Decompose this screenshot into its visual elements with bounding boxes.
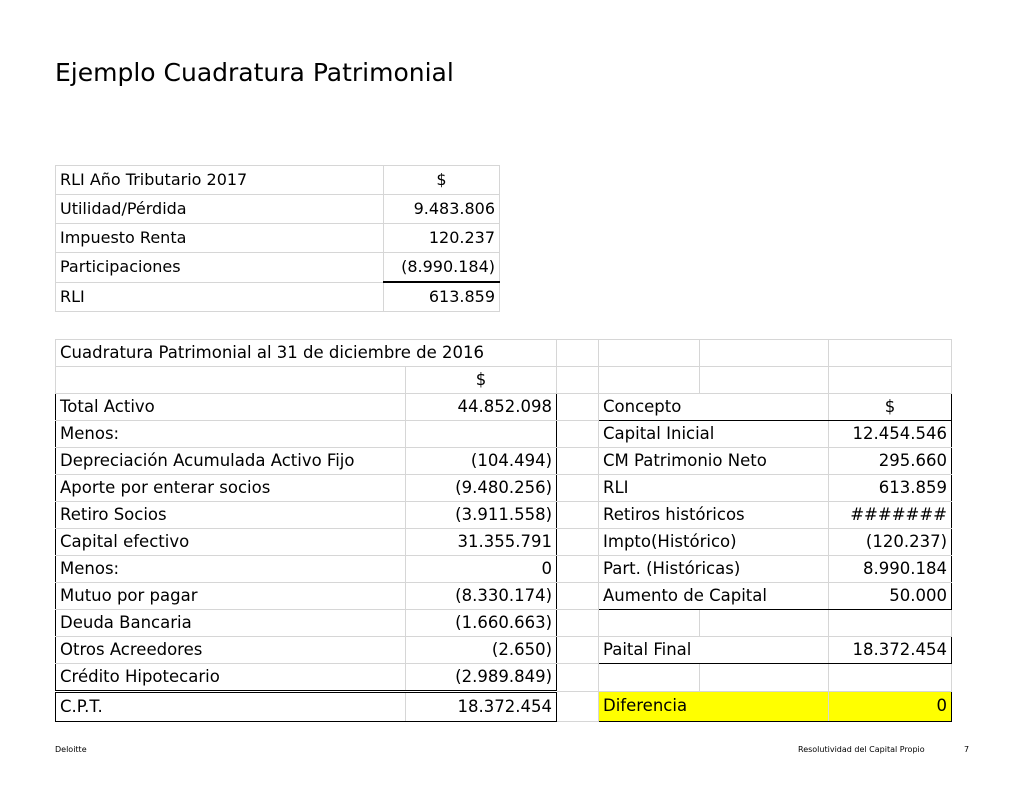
left-label: Menos:	[56, 421, 406, 448]
empty-cell	[700, 367, 829, 394]
rli-row-value: 613.859	[384, 282, 500, 312]
empty-cell	[557, 340, 599, 367]
spacer-cell	[557, 502, 599, 529]
left-label: Crédito Hipotecario	[56, 664, 406, 692]
cuadratura-row	[56, 664, 952, 692]
page-title: Ejemplo Cuadratura Patrimonial	[55, 58, 454, 87]
rli-row	[56, 224, 500, 253]
right-value	[829, 664, 952, 692]
left-label: Mutuo por pagar	[56, 583, 406, 610]
empty-cell	[599, 340, 700, 367]
cuadratura-currency: $	[406, 367, 557, 394]
left-label: Otros Acreedores	[56, 637, 406, 664]
cuadratura-row	[56, 610, 952, 637]
cuadratura-row	[56, 502, 952, 529]
right-value: 50.000	[829, 583, 952, 610]
spacer-cell	[557, 664, 599, 692]
right-label: Impto(Histórico)	[599, 529, 829, 556]
rli-row	[56, 253, 500, 283]
empty-cell	[829, 367, 952, 394]
total-value: 18.372.454	[406, 692, 557, 722]
left-label: Menos:	[56, 556, 406, 583]
empty-cell	[557, 367, 599, 394]
left-label: Total Activo	[56, 394, 406, 421]
empty-cell	[56, 367, 406, 394]
cuadratura-row	[56, 421, 952, 448]
cuadratura-row	[56, 475, 952, 502]
cuadratura-row	[56, 394, 952, 421]
right-value: #######	[829, 502, 952, 529]
diferencia-label: Diferencia	[599, 692, 829, 722]
left-value: (2.989.849)	[406, 664, 557, 692]
right-label: Aumento de Capital	[599, 583, 829, 610]
right-label: Retiros históricos	[599, 502, 829, 529]
right-value: $	[829, 394, 952, 421]
total-label: C.P.T.	[56, 692, 406, 722]
rli-row-value: 120.237	[384, 224, 500, 253]
footer-company: Deloitte	[55, 745, 87, 754]
spacer-cell	[557, 421, 599, 448]
rli-row-label: Impuesto Renta	[56, 224, 384, 253]
left-value: (3.911.558)	[406, 502, 557, 529]
rli-row	[56, 282, 500, 312]
cuadratura-currency-row	[56, 367, 952, 394]
left-value: (8.330.174)	[406, 583, 557, 610]
right-label: Concepto	[599, 394, 829, 421]
left-label: Aporte por enterar socios	[56, 475, 406, 502]
cuadratura-row	[56, 529, 952, 556]
left-label: Deuda Bancaria	[56, 610, 406, 637]
right-value: 12.454.546	[829, 421, 952, 448]
cuadratura-total-row	[56, 692, 952, 722]
right-value: (120.237)	[829, 529, 952, 556]
rli-row-value: 9.483.806	[384, 195, 500, 224]
left-label: Depreciación Acumulada Activo Fijo	[56, 448, 406, 475]
footer-subject: Resolutividad del Capital Propio	[798, 745, 925, 754]
left-value: (2.650)	[406, 637, 557, 664]
spacer-cell	[557, 637, 599, 664]
left-value: (104.494)	[406, 448, 557, 475]
rli-header-row	[56, 166, 500, 195]
spacer-cell	[557, 448, 599, 475]
spacer-cell	[557, 583, 599, 610]
diferencia-value: 0	[829, 692, 952, 722]
rli-table	[55, 165, 500, 312]
spacer-cell	[557, 692, 599, 722]
left-value: 44.852.098	[406, 394, 557, 421]
right-label: RLI	[599, 475, 829, 502]
empty-cell	[599, 610, 700, 637]
rli-header-label: RLI Año Tributario 2017	[56, 166, 384, 195]
rli-row-label: Utilidad/Pérdida	[56, 195, 384, 224]
footer-page-number: 7	[964, 745, 970, 754]
right-label: Part. (Históricas)	[599, 556, 829, 583]
empty-cell	[599, 664, 700, 692]
empty-cell	[700, 610, 829, 637]
rli-header-currency: $	[384, 166, 500, 195]
cuadratura-row	[56, 637, 952, 664]
spacer-cell	[557, 394, 599, 421]
cuadratura-title: Cuadratura Patrimonial al 31 de diciembre de 2016	[56, 340, 557, 367]
left-value: (9.480.256)	[406, 475, 557, 502]
left-value: (1.660.663)	[406, 610, 557, 637]
cuadratura-row	[56, 448, 952, 475]
right-value: 613.859	[829, 475, 952, 502]
left-value: 0	[406, 556, 557, 583]
right-label: Paital Final	[599, 637, 829, 664]
left-value	[406, 421, 557, 448]
cuadratura-row	[56, 583, 952, 610]
right-label: CM Patrimonio Neto	[599, 448, 829, 475]
right-value: 295.660	[829, 448, 952, 475]
rli-row-value: (8.990.184)	[384, 253, 500, 283]
rli-row-label: Participaciones	[56, 253, 384, 283]
rli-row	[56, 195, 500, 224]
left-label: Capital efectivo	[56, 529, 406, 556]
rli-row-label: RLI	[56, 282, 384, 312]
spacer-cell	[557, 475, 599, 502]
cuadratura-row	[56, 556, 952, 583]
right-label: Capital Inicial	[599, 421, 829, 448]
right-value	[829, 610, 952, 637]
left-value: 31.355.791	[406, 529, 557, 556]
spacer-cell	[557, 529, 599, 556]
right-value: 8.990.184	[829, 556, 952, 583]
spacer-cell	[557, 556, 599, 583]
cuadratura-table	[55, 339, 952, 722]
empty-cell	[599, 367, 700, 394]
cuadratura-title-row	[56, 340, 952, 367]
empty-cell	[700, 664, 829, 692]
spacer-cell	[557, 610, 599, 637]
left-label: Retiro Socios	[56, 502, 406, 529]
empty-cell	[700, 340, 829, 367]
empty-cell	[829, 340, 952, 367]
right-value: 18.372.454	[829, 637, 952, 664]
